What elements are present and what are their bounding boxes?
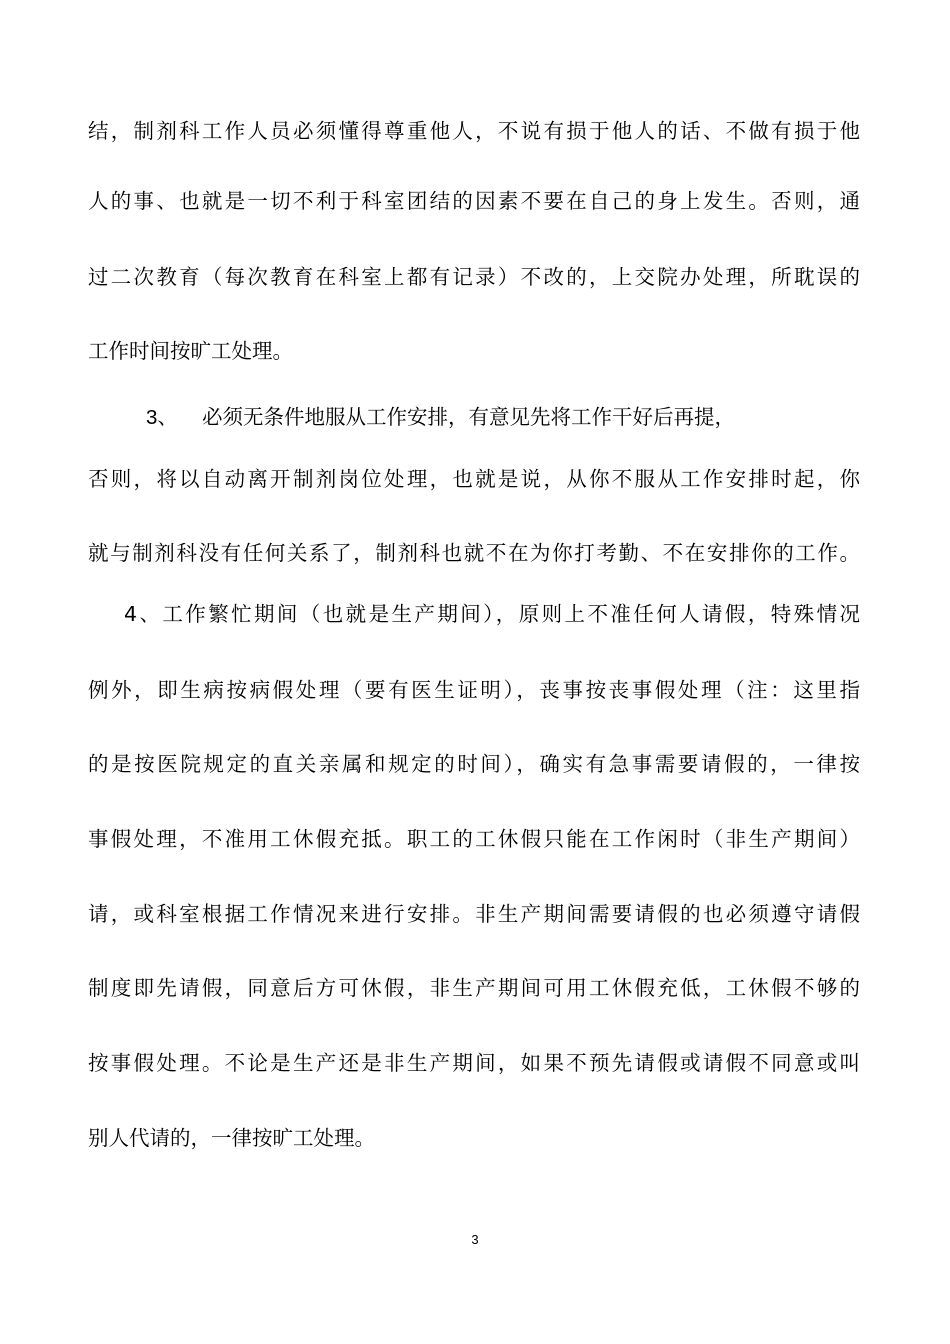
text-line-14: 按事假处理。不论是生产还是非生产期间，如果不预先请假或请假不同意或叫 [88, 1051, 860, 1075]
list-item-3 [146, 404, 786, 431]
text-line-1: 结，制剂科工作人员必须懂得尊重他人，不说有损于他人的话、不做有损于他 [88, 119, 860, 143]
text-line-7: 就与制剂科没有任何关系了，制剂科也就不在为你打考勤、不在安排你的工作。 [88, 541, 860, 565]
text-line-12: 请，或科室根据工作情况来进行安排。非生产期间需要请假的也必须遵守请假 [88, 902, 860, 926]
text-line-3: 过二次教育（每次教育在科室上都有记录）不改的，上交院办处理，所耽误的 [88, 265, 860, 289]
text-line-10: 的是按医院规定的直关亲属和规定的时间），确实有急事需要请假的，一律按 [88, 752, 860, 776]
text-line-2: 人的事、也就是一切不利于科室团结的因素不要在自己的身上发生。否则，通 [88, 189, 860, 213]
list-item-3-text: 必须无条件地服从工作安排，有意见先将工作干好后再提， [202, 405, 735, 429]
text-line-9: 例外，即生病按病假处理（要有医生证明），丧事按丧事假处理（注：这里指 [88, 678, 860, 702]
text-line-6: 否则，将以自动离开制剂岗位处理，也就是说，从你不服从工作安排时起，你 [88, 467, 860, 491]
page-number: 3 [471, 1232, 479, 1247]
text-line-15: 别人代请的，一律按旷工处理。 [88, 1126, 375, 1150]
text-line-11: 事假处理，不准用工休假充抵。职工的工休假只能在工作闲时（非生产期间） [88, 827, 860, 851]
text-line-4: 工作时间按旷工处理。 [88, 339, 293, 363]
list-item-4: 4、工作繁忙期间（也就是生产期间），原则上不准任何人请假，特殊情况 [124, 602, 860, 626]
text-line-13: 制度即先请假，同意后方可休假，非生产期间可用工休假充低，工休假不够的 [88, 976, 860, 1000]
list-item-3-number: 3、 [146, 406, 178, 429]
